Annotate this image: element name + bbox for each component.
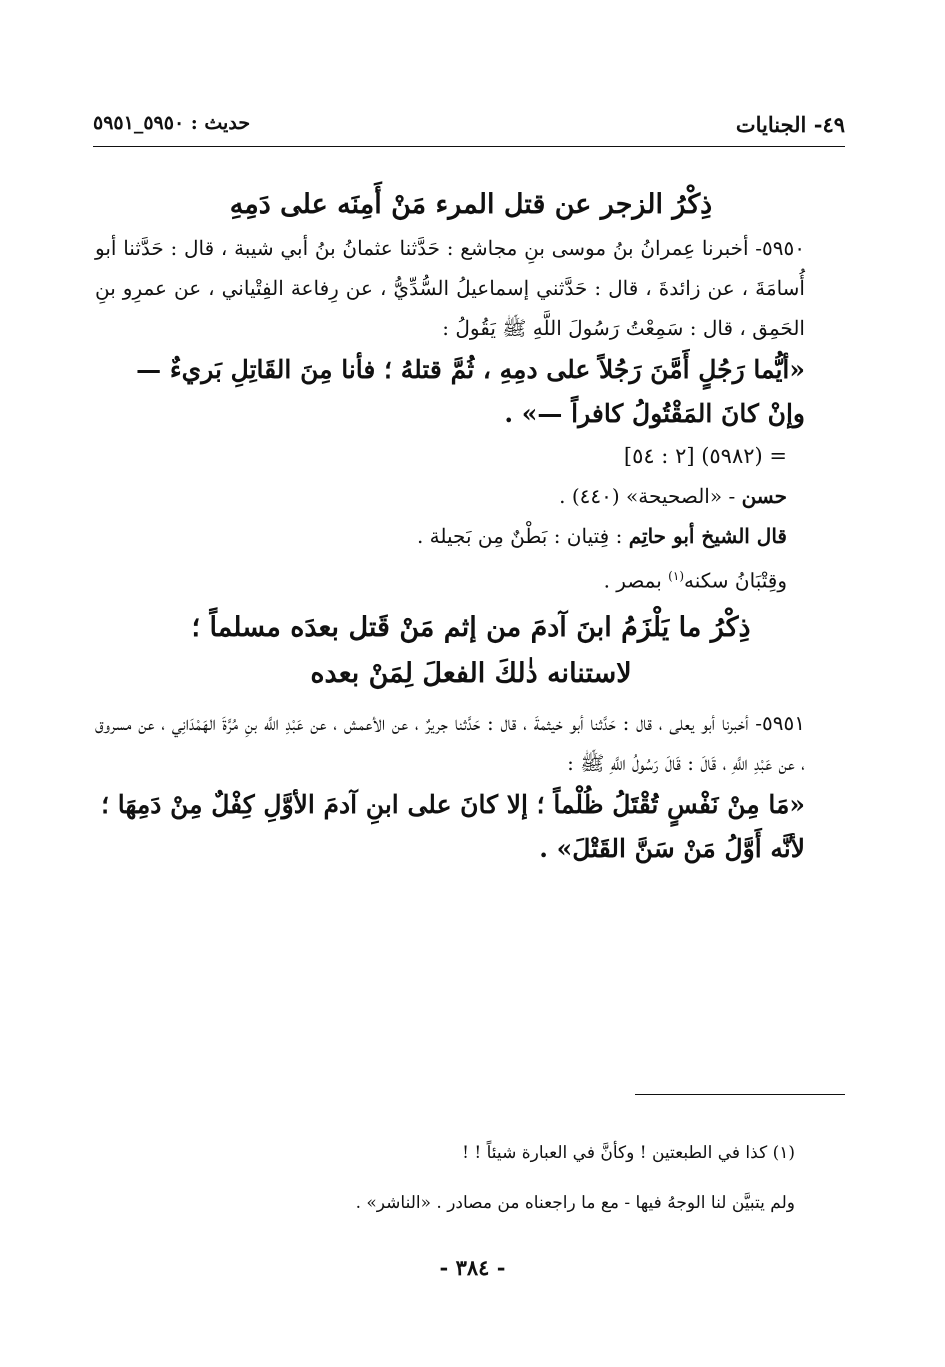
footnote-divider xyxy=(635,1094,845,1095)
hadith-isnad: ٥٩٥١- أخبرنا أبو يعلى ، قال : حَدَّثنا أبو خيثمةَ ، قال : حَدَّثنا جريرٌ ، عن الأعمش ، عن عَبْدِ اللَّه بنِ مُرَّةَ الهَمْدَانِي ، عن مسروق ، عن عَبْدِ اللَّهِ ، قَالَ : قَالَ رَسُولُ اللَّهِ ﷺ : xyxy=(95,710,805,775)
chapter-title: ٤٩- الجنايات xyxy=(735,112,845,137)
footnotes xyxy=(95,1128,795,1228)
footnote: (١) كذا في الطبعتين ! وكأنَّ في العبارة شيئاً ! ! xyxy=(462,1143,795,1163)
commentary-text: بمصر . xyxy=(603,568,669,593)
section-heading: ذِكْرُ ما يَلْزَمُ ابنَ آدمَ من إثم مَنْ قَتل بعدَه مسلماً ؛ xyxy=(191,611,751,643)
hadith-text: «أيُّما رَجُلٍ أَمَّنَ رَجُلاً على دمِهِ ، ثُمَّ قتلهُ ؛ فأنا مِنَ القَاتِلِ بَريءٌ — وإنْ كانَ المَقْتُولُ كافراً —» . xyxy=(136,355,805,428)
page-number: - ٣٨٤ - xyxy=(439,1255,506,1280)
hadith-isnad: ٥٩٥٠- أخبرنا عِمرانُ بنُ موسى بنِ مجاشع : حَدَّثنا عثمانُ بنُ أبي شيبة ، قال : حَدَّثنا أبو أُسامَةَ ، عن زائدةَ ، قال : حَدَّثني إسماعيلُ السُّدِّيُّ ، عن رِفاعة الفِتْياني ، عن عمرِو بنِ الحَمِق ، قال : سَمِعْتُ رَسُولَ اللَّهِ ﷺ يَقُولُ : xyxy=(95,236,805,340)
footnote: ولم يتبيَّن لنا الوجهُ فيها - مع ما راجعناه من مصادر . «الناشر» . xyxy=(355,1193,795,1213)
running-header xyxy=(93,112,845,142)
commentary-label: قال الشيخ أبو حاتِم xyxy=(628,524,787,548)
grade-label: حسن xyxy=(741,484,787,508)
commentary-text: : فِتيان : بَطْنٌ مِن بَجيلة . xyxy=(416,524,629,548)
commentary-line xyxy=(95,516,787,556)
hadith-grade xyxy=(95,476,787,516)
hadith-text: «مَا مِنْ نَفْسٍ تُقْتَلُ ظُلْماً ؛ إلا كانَ على ابنِ آدمَ الأوَّلِ كِفْلٌ مِنْ دَمِهَا ؛ لأنَّه أَوَّلُ مَنْ سَنَّ القَتْلَ» . xyxy=(101,789,805,863)
hadith-range: حديث : ٥٩٥٠_٥٩٥١ xyxy=(93,112,251,134)
section-heading: لاستنانه ذٰلكَ الفعلَ لِمَنْ بعده xyxy=(310,657,632,689)
main-text xyxy=(95,182,847,871)
cross-reference: = (٥٩٨٢) [٢ : ٥٤] xyxy=(623,444,787,468)
commentary-text: وقِتْبَانُ سكنه xyxy=(684,568,787,593)
commentary-line xyxy=(95,556,787,601)
footnote-marker: (١) xyxy=(668,569,684,583)
section-heading: ذِكْرُ الزجر عن قتل المرء مَنْ أَمِنَه على دَمِهِ xyxy=(229,189,713,220)
header-divider xyxy=(93,146,845,147)
grade-source: - «الصحيحة» (٤٤٠) . xyxy=(559,484,742,508)
